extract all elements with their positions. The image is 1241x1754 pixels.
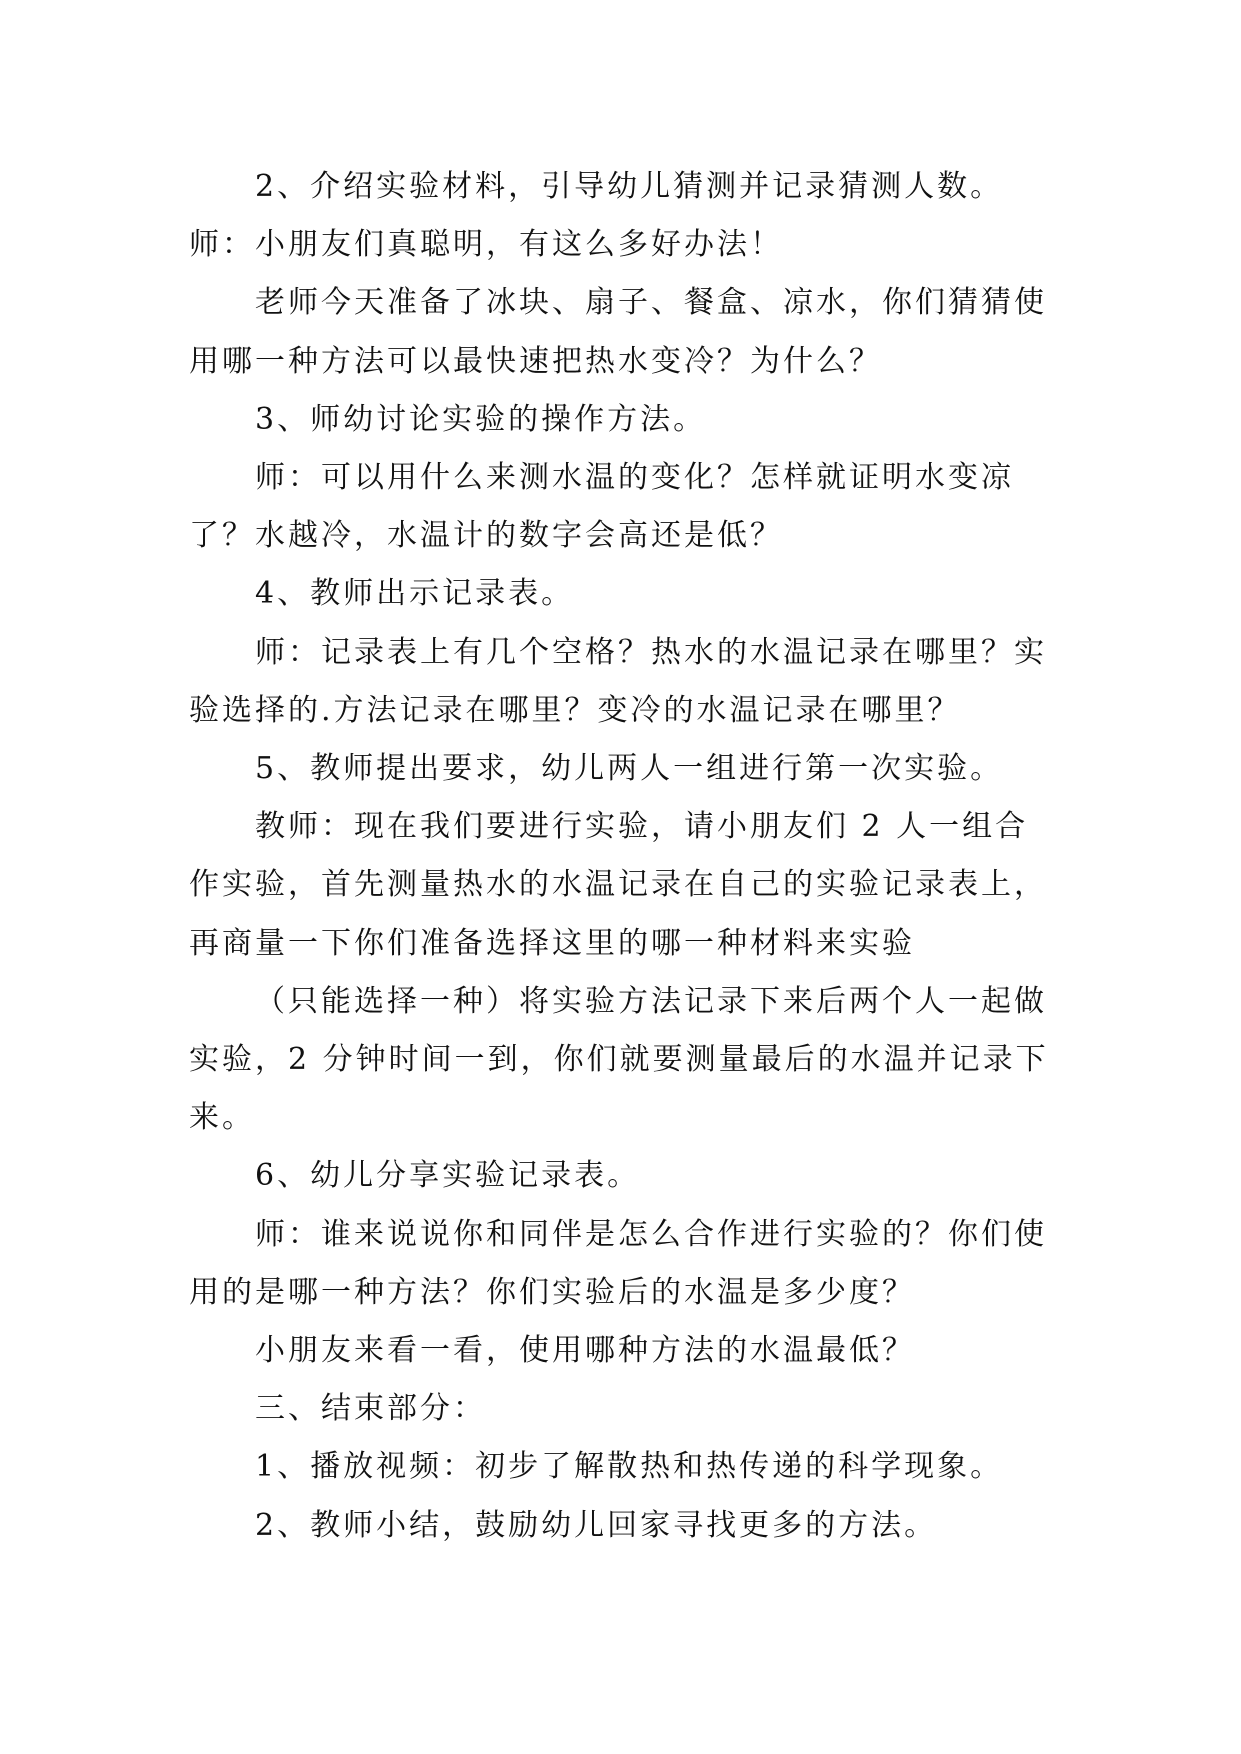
paragraph-play-video: 1、播放视频：初步了解散热和热传递的科学现象。 [255,1449,1004,1485]
document-body [189,158,1049,1555]
paragraph-materials: 老师今天准备了冰块、扇子、餐盒、凉水，你们猜猜使用哪一种方法可以最快速把热水变冷？为什么？ [189,285,1047,379]
section-heading-ending: 三、结束部分： [255,1391,486,1427]
paragraph-choose-one: （只能选择一种）将实验方法记录下来后两个人一起做实验，2 分钟时间一到，你们就要测量最后的水温并记录下来。 [189,983,1049,1136]
paragraph-lowest-temperature: 小朋友来看一看，使用哪种方法的水温最低？ [255,1333,915,1369]
paragraph-step-3: 3、师幼讨论实验的操作方法。 [255,401,707,437]
paragraph-share-question: 师：谁来说说你和同伴是怎么合作进行实验的？你们使用的是哪一种方法？你们实验后的水温是多少度？ [189,1216,1047,1310]
paragraph-step-5: 5、教师提出要求，幼儿两人一组进行第一次实验。 [255,751,1004,787]
paragraph-temperature-question: 师：可以用什么来测水温的变化？怎样就证明水变凉了？水越冷，水温计的数字会高还是低？ [189,460,1014,554]
paragraph-record-sheet: 师：记录表上有几个空格？热水的水温记录在哪里？实验选择的.方法记录在哪里？变冷的水温记录在哪里？ [189,634,1047,728]
paragraph-step-6: 6、幼儿分享实验记录表。 [255,1158,641,1194]
paragraph-step-2: 2、介绍实验材料，引导幼儿猜测并记录猜测人数。师：小朋友们真聪明，有这么多好办法！ [189,169,1004,263]
paragraph-step-4: 4、教师出示记录表。 [255,576,575,612]
paragraph-summary: 2、教师小结，鼓励幼儿回家寻找更多的方法。 [255,1507,938,1543]
paragraph-experiment-instructions: 教师：现在我们要进行实验，请小朋友们 2 人一组合作实验，首先测量热水的水温记录在自己的实验记录表上，再商量一下你们准备选择这里的哪一种材料来实验 [189,809,1047,961]
